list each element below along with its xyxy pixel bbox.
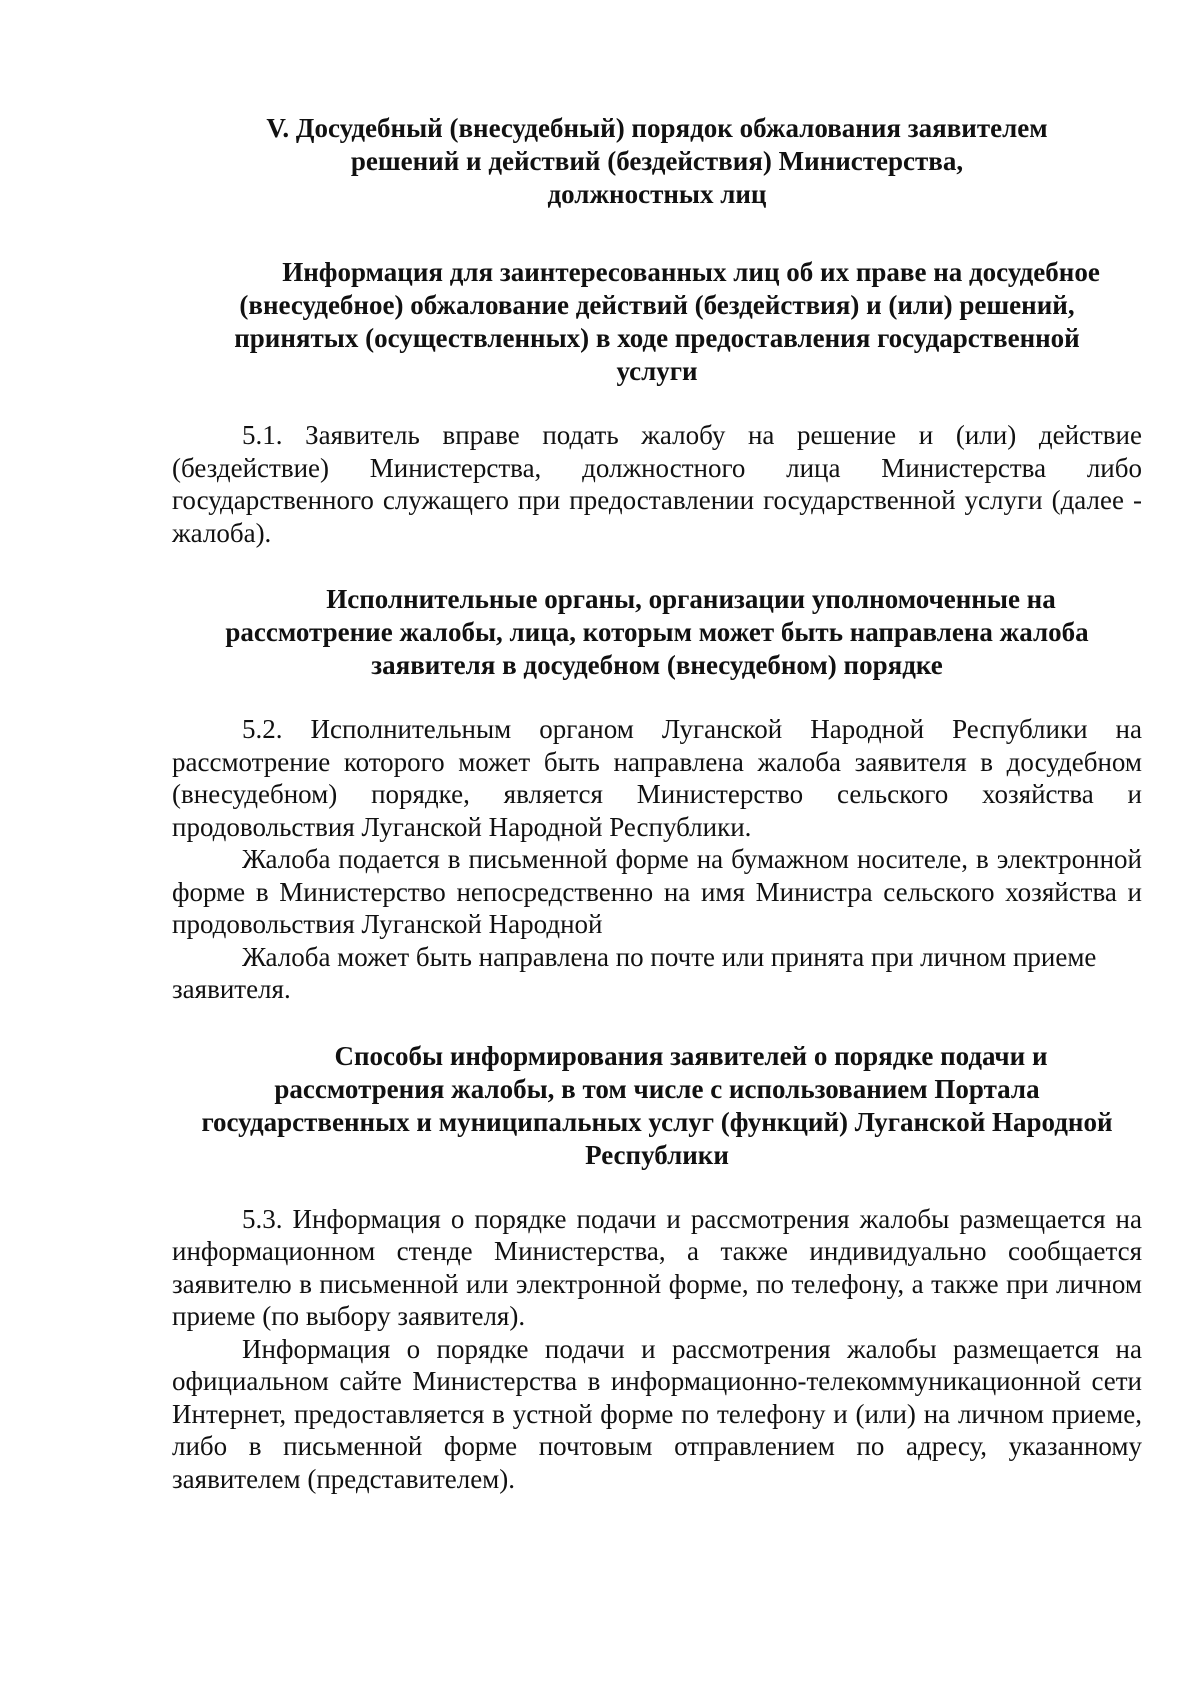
document-body	[172, 112, 1142, 1495]
section-title-line: должностных лиц	[547, 179, 767, 209]
paragraph-5-3: 5.3. Информация о порядке подачи и рассмотрения жалобы размещается на информационном стенде Министерства, а также индивидуально сообщается заявителю в письменной или электронной форме, по телефону, а также при личном приеме (по выбору заявителя).	[172, 1203, 1142, 1331]
paragraph-5-2-submission: Жалоба подается в письменной форме на бумажном носителе, в электронной форме в Министерство непосредственно на имя Министра сельского хозяйства и продовольствия Луганской Народной	[172, 844, 1142, 939]
info-heading	[172, 256, 1142, 388]
organs-heading-line: Исполнительные органы, организации уполномоченные на	[326, 584, 1056, 614]
paragraph-5-1: 5.1. Заявитель вправе подать жалобу на решение и (или) действие (бездействие) Министерства, должностного лица Министерства либо государственного служащего при предоставлении государственной услуги (далее - жалоба).	[172, 420, 1142, 548]
paragraph-5-3-website: Информация о порядке подачи и рассмотрения жалобы размещается на официальном сайте Министерства в информационно-телекоммуникационной сети Интернет, предоставляется в устной форме по телефону и (или) на личном приеме, либо в письменной форме почтовым отправлением по адресу, указанному заявителем (представителем).	[172, 1333, 1142, 1494]
info-heading-line: (внесудебное) обжалование действий (бездействия) и (или) решений,	[239, 290, 1075, 320]
info-heading-line: услуги	[616, 356, 698, 386]
organs-heading-line: заявителя в досудебном (внесудебном) порядке	[371, 650, 943, 680]
section-title-line: V. Досудебный (внесудебный) порядок обжалования заявителем	[266, 113, 1048, 143]
section-title-line: решений и действий (бездействия) Министерства,	[350, 146, 964, 176]
methods-heading	[172, 1040, 1142, 1172]
methods-heading-line: Республики	[585, 1139, 729, 1170]
info-heading-line: Информация для заинтересованных лиц об их праве на досудебное	[282, 257, 1100, 287]
section-title	[172, 112, 1142, 211]
methods-heading-line: рассмотрения жалобы, в том числе с использованием Портала	[274, 1073, 1040, 1104]
methods-heading-line: государственных и муниципальных услуг (функций) Луганской Народной	[201, 1106, 1113, 1137]
paragraph-5-2: 5.2. Исполнительным органом Луганской Народной Республики на рассмотрение которого может быть направлена жалоба заявителя в досудебном (внесудебном) порядке, является Министерство сельского хозяйства и продовольствия Луганской Народной Республики.	[172, 714, 1142, 842]
organs-heading	[172, 583, 1142, 682]
paragraph-5-2-mail: Жалоба может быть направлена по почте или принята при личном приеме заявителя.	[172, 941, 1097, 1004]
info-heading-line: принятых (осуществленных) в ходе предоставления государственной	[234, 323, 1080, 353]
methods-heading-line: Способы информирования заявителей о порядке подачи и	[334, 1040, 1048, 1071]
organs-heading-line: рассмотрение жалобы, лица, которым может быть направлена жалоба	[225, 617, 1089, 647]
